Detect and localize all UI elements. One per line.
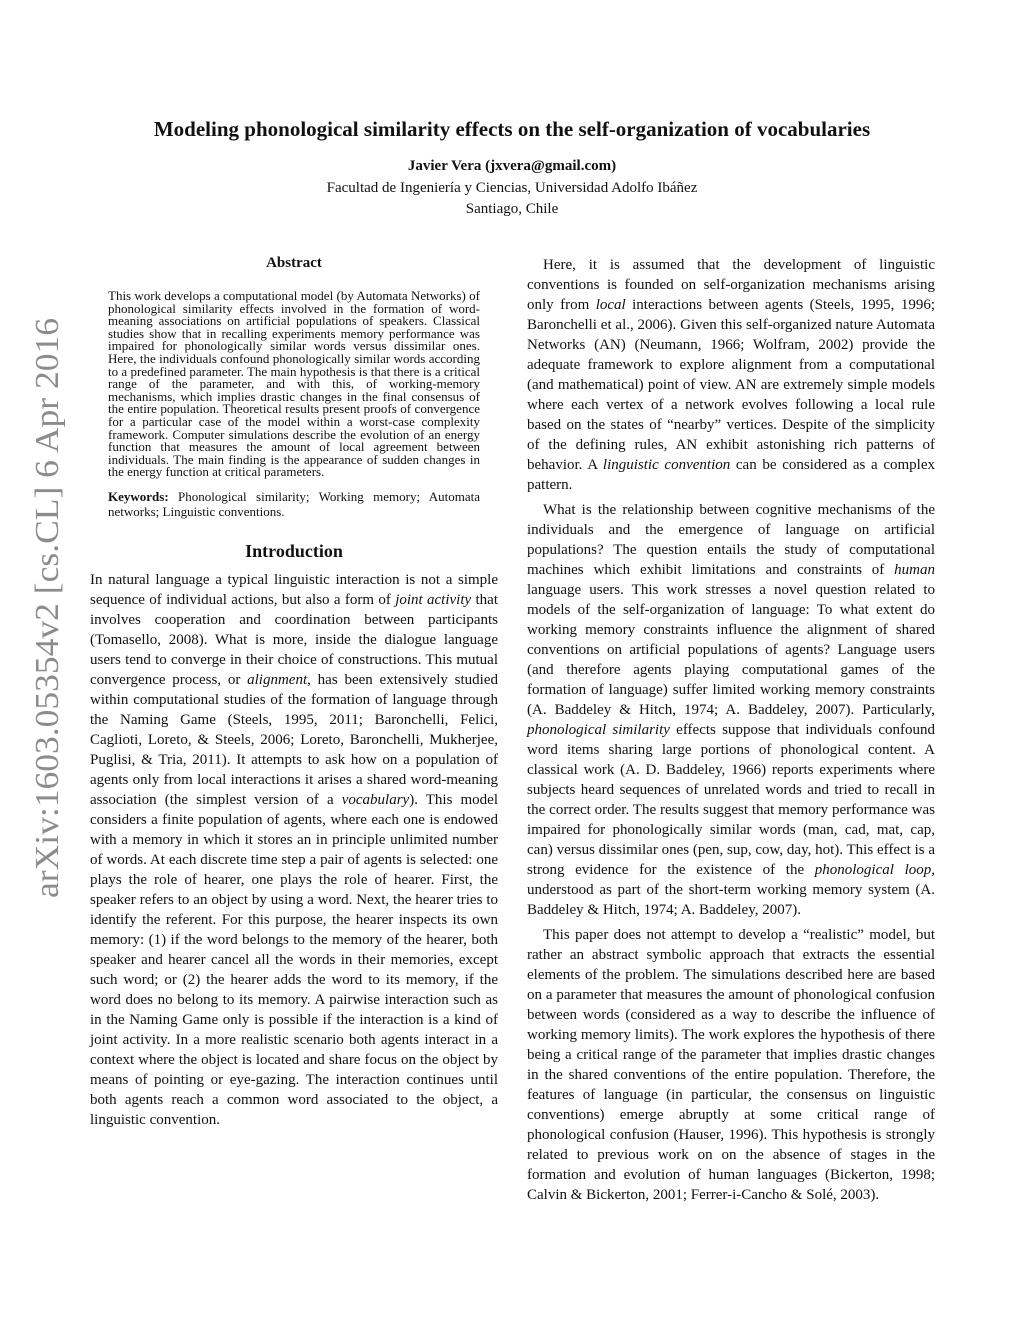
right-column — [527, 255, 935, 1205]
intro-paragraph-1: In natural language a typical linguistic interaction is not a simple sequence of individual actions, but also a form of joint activity that involves cooperation and coordination between participants (Tomasello, 2008). What is more, inside the dialogue language users tend to converge in their choice of constructions. This mutual convergence process, or alignment, has been extensively studied within computational studies of the formation of language through the Naming Game (Steels, 1995, 2011; Baronchelli, Felici, Caglioti, Loreto, & Steels, 2006; Loreto, Baronchelli, Mukherjee, Puglisi, & Tria, 2011). It attempts to ask how on a population of agents only from local interactions it arises a shared word-meaning association (the simplest version of a vocabulary). This model considers a finite population of agents, where each one is endowed with a memory in which it stores an in principle unlimited number of words. At each discrete time step a pair of agents is selected: one plays the role of hearer, one plays the role of hearer. First, the speaker refers to an object by using a word. Next, the hearer tries to identify the referent. For this purpose, the hearer inspects its own memory: (1) if the word belongs to the memory of the hearer, both speaker and hearer cancel all the words in their memories, except such word; or (2) the hearer adds the word to its memory, if the word does no belong to its memory. A pairwise interaction such as in the Naming Game only is possible if the interaction is a kind of joint activity. In a more realistic scenario both agents interact in a context where the object is located and share focus on the object by means of pointing or eye-gazing. The interaction continues until both agents reach a common word associated to the object, a linguistic convention. — [90, 571, 498, 1128]
keywords-text: Phonological similarity; Working memory; Automata networks; Linguistic conventions. — [108, 488, 480, 519]
arxiv-stamp-graphic — [20, 318, 80, 898]
left-column — [90, 255, 498, 1130]
affiliation-line-2: Santiago, Chile — [465, 201, 559, 217]
arxiv-stamp-text: arXiv:1603.05354v2 [cs.CL] 6 Apr 2016 — [29, 342, 66, 898]
abstract-text: This work develops a computational model (by Automata Networks) of phonological similarity effects involved in the formation of word-meaning associations on artificial populations of speakers. Classical studies show that in recalling experiments memory performance was impaired for phonologically similar words versus dissimilar ones. Here, the individuals confound phonologically similar words according to a predefined parameter. The main hypothesis is that there is a critical range of the parameter, and with this, of working-memory mechanisms, which implies drastic changes in the final consensus of the entire population. Theoretical results present proofs of convergence for a particular case of the model within a worst-case complexity framework. Computer simulations describe the evolution of an energy function that measures the amount of local agreement between individuals. The main finding is the appearance of sudden changes in the energy function at critical parameters. — [108, 288, 480, 480]
arxiv-stamp — [20, 318, 80, 898]
keywords — [108, 489, 480, 519]
abstract-heading: Abstract — [266, 255, 322, 271]
introduction-heading: Introduction — [245, 540, 343, 561]
intro-paragraph-3: What is the relationship between cognitive mechanisms of the individuals and the emergence of language on artificial populations? The question entails the study of computational machines which exhibit limitations and constraints of human language users. This work stresses a novel question related to models of the self-organization of language: To what extent do working memory constraints influence the alignment of shared conventions on artificial populations of agents? Language users (and therefore agents playing computational games of the formation of language) suffer limited working memory constraints (A. Baddeley & Hitch, 1974; A. Baddeley, 2007). Particularly, phonological similarity effects suppose that individuals confound word items sharing large portions of phonological content. A classical work (A. D. Baddeley, 1966) reports experiments where subjects heard sequences of unrelated words and tried to recall in the correct order. The results suggest that memory performance was impaired for phonologically similar words (man, cad, mat, cap, can) versus dissimilar ones (pen, sup, cow, day, hot). This effect is a strong evidence for the existence of the phonological loop, understood as part of the short-term working memory system (A. Baddeley & Hitch, 1974; A. Baddeley, 2007). — [527, 502, 935, 918]
author-line: Javier Vera (jxvera@gmail.com) — [407, 158, 617, 174]
paper-title: Modeling phonological similarity effects on the self-organization of vocabularies — [153, 117, 871, 141]
keywords-label: Keywords: — [108, 488, 169, 504]
intro-paragraph-4: This paper does not attempt to develop a “realistic” model, but rather an abstract symbolic approach that extracts the essential elements of the problem. The simulations described here are based on a parameter that measures the amount of phonological confusion between words (considered as a way to describe the influence of working memory limits). The work explores the hypothesis of there being a critical range of the parameter that implies drastic changes in the shared conventions of the entire population. Therefore, the features of language (in particular, the consensus on linguistic conventions) emerge abruptly at some critical range of phonological confusion (Hauser, 1996). This hypothesis is strongly related to previous work on on the absence of stages in the formation and evolution of human languages (Bickerton, 1998; Calvin & Bickerton, 2001; Ferrer-i-Cancho & Solé, 2003). — [527, 927, 935, 1203]
affiliation-line-1: Facultad de Ingeniería y Ciencias, Universidad Adolfo Ibáñez — [326, 180, 698, 196]
intro-paragraph-2: Here, it is assumed that the development of linguistic conventions is founded on self-organization mechanisms arising only from local interactions between agents (Steels, 1995, 1996; Baronchelli et al., 2006). Given this self-organized nature Automata Networks (AN) (Neumann, 1966; Wolfram, 2002) provide the adequate framework to explore alignment from a computational (and mathematical) point of view. AN are extremely simple models where each vertex of a network evolves following a local rule based on the states of “nearby” vertices. Despite of the simplicity of the defining rules, AN exhibit astonishing rich patterns of behavior. A linguistic convention can be considered as a complex pattern. — [527, 257, 936, 493]
